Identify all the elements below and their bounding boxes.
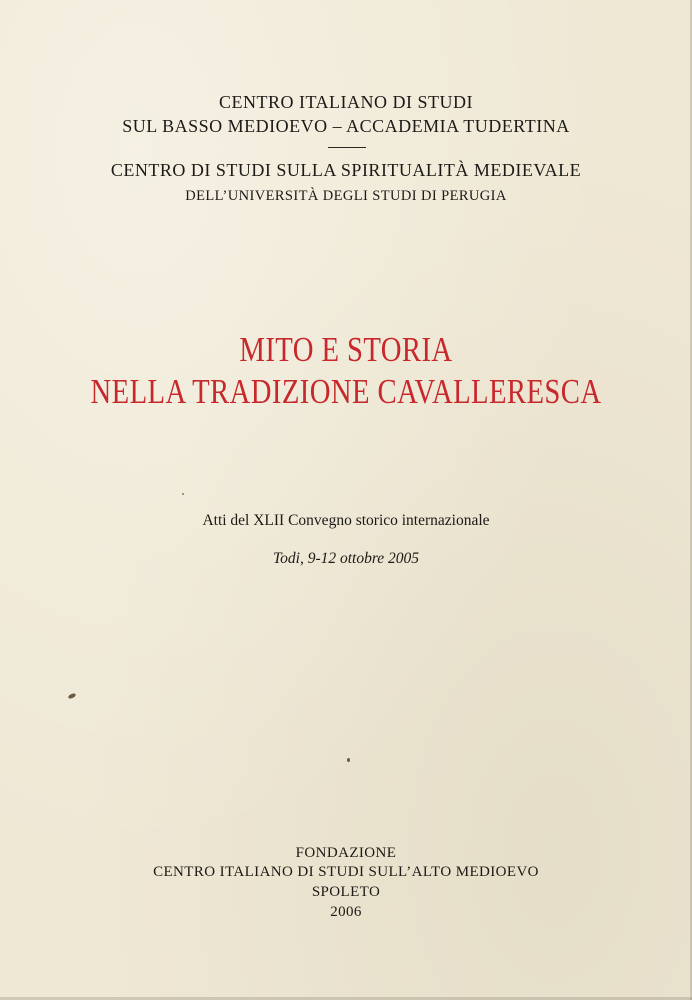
paper-speck [347,758,350,762]
institution-line-3: CENTRO DI STUDI SULLA SPIRITUALITÀ MEDIEVALE [110,160,582,180]
proceedings-subtitle: Atti del XLII Convegno storico internazionale [202,512,490,529]
book-title-line-2: NELLA TRADIZIONE CAVALLERESCA [90,372,602,411]
paper-speck [68,692,77,699]
publisher-line-2: CENTRO ITALIANO DI STUDI SULL’ALTO MEDIOEVO [153,864,539,880]
publisher-city: SPOLETO [311,884,381,900]
book-title-line-1: MITO E STORIA [239,330,453,369]
conference-place-date: Todi, 9-12 ottobre 2005 [272,550,420,567]
institution-line-1: CENTRO ITALIANO DI STUDI [218,92,474,112]
publication-year: 2006 [330,904,362,920]
header-divider [328,147,366,148]
institution-line-2: SUL BASSO MEDIOEVO – ACCADEMIA TUDERTINA [122,116,570,136]
publisher-line-1: FONDAZIONE [295,845,397,861]
paper-speck [182,493,184,495]
institution-line-4: DELL’UNIVERSITÀ DEGLI STUDI DI PERUGIA [185,188,507,204]
